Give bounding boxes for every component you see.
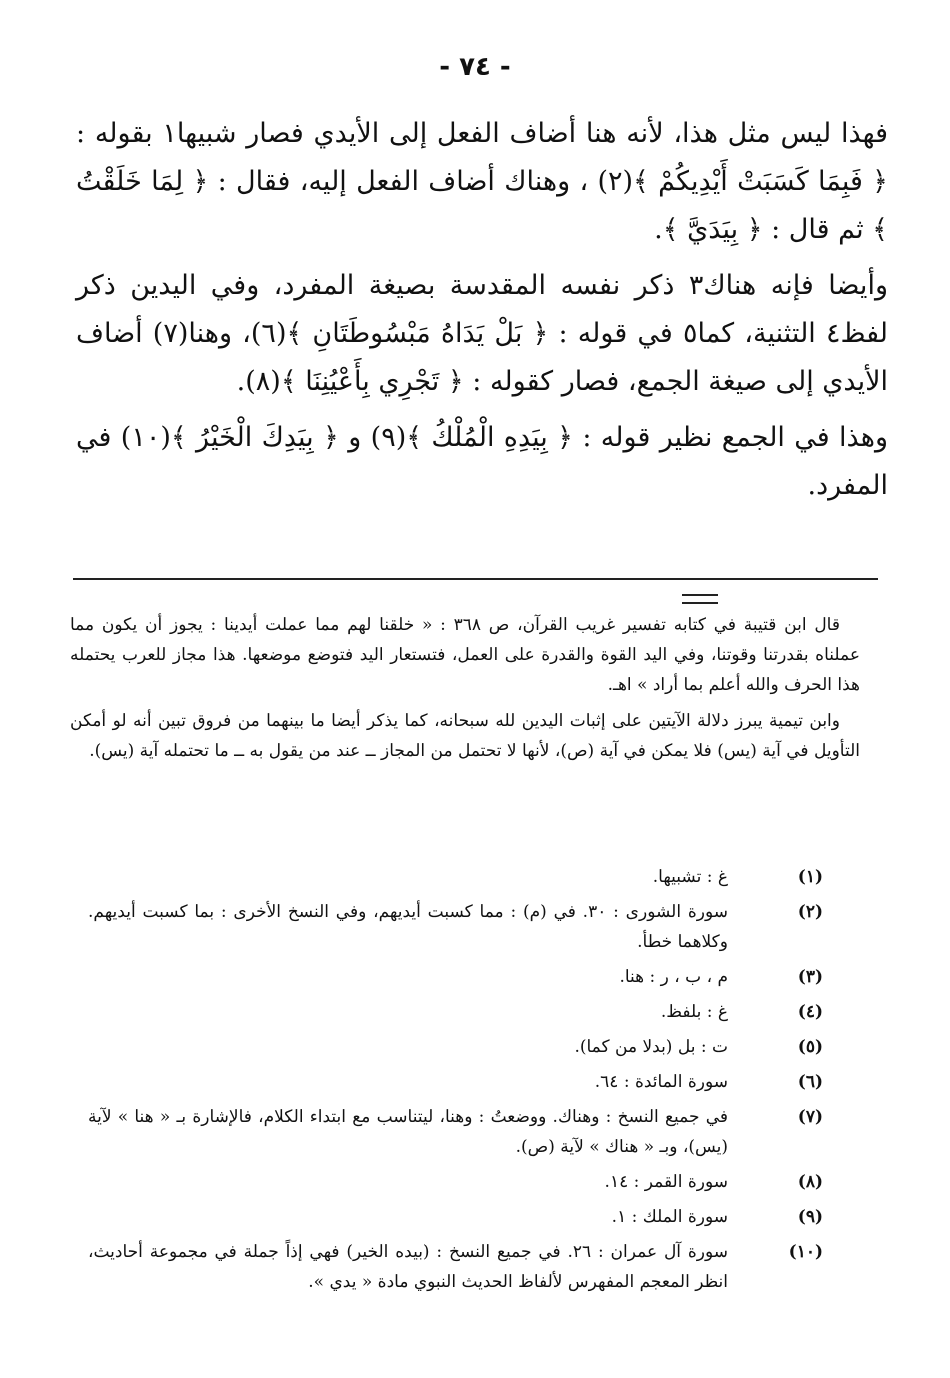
footnote-number: (١) [797,867,823,887]
footnote-number: (٢) [797,902,823,922]
footnote-item [88,1102,823,1162]
footnote-number: (٣) [797,967,823,987]
editor-notes [70,610,860,772]
main-paragraph-1: فهذا ليس مثل هذا، لأنه هنا أضاف الفعل إلى الأيدي فصار شبيها١ بقوله : ﴿ فَبِمَا كَسَبَتْ أَيْدِيكُمْ ﴾(٢) ، وهناك أضاف الفعل إليه، فقال : ﴿ لِمَا خَلَقْتُ ﴾ ثم قال : ﴿ بِيَدَيَّ ﴾. [76,118,888,245]
footnote-item [88,1067,823,1097]
footnote-text: سورة المائدة : ٦٤. [594,1072,728,1092]
footnote-text: غ : تشبيها. [652,867,728,887]
footnote-number: (٤) [797,1002,823,1022]
footnote-item [88,997,823,1027]
footnote-item [88,897,823,957]
footnote-number: (٧) [797,1107,823,1127]
page-number: - ٧٤ - [439,52,511,82]
footnote-text: غ : بلفظ. [660,1002,728,1022]
footnote-divider [73,578,878,580]
footnote-list [88,862,823,1302]
footnote-item [88,1202,823,1232]
footnote-text: سورة القمر : ١٤. [604,1172,728,1192]
footnote-text: سورة الشورى : ٣٠. في (م) : مما كسبت أيديهم، وفي النسخ الأخرى : بما كسبت أيديهم. وكلاهما خطأ. [88,902,728,952]
footnote-text: في جميع النسخ : وهناك. ووضعتُ : وهنا، ليتناسب مع ابتداء الكلام، فالإشارة بـ « هنا » لآية (يس)، وبـ « هناك » لآية (ص). [88,1107,728,1157]
footnote-item [88,1167,823,1197]
footnote-item [88,862,823,892]
footnote-number: (٥) [797,1037,823,1057]
editor-note-1: قال ابن قتيبة في كتابه تفسير غريب القرآن، ص ٣٦٨ : « خلقنا لهم مما عملت أيدينا : يجوز أن يكون مما عملناه بقدرتنا وقوتنا، وفي اليد القوة والقدرة على العمل، فتستعار اليد فتوضع موضعها. هذا مجاز للعرب يحتمله هذا الحرف والله أعلم بما أراد » اهـ. [70,615,860,695]
footnote-text: سورة الملك : ١. [611,1207,728,1227]
double-rule [682,594,718,604]
footnote-number: (٦) [797,1072,823,1092]
footnote-item [88,1237,823,1297]
footnote-item [88,1032,823,1062]
footnote-item [88,962,823,992]
editor-note-2: وابن تيمية يبرز دلالة الآيتين على إثبات اليدين لله سبحانه، كما يذكر أيضا ما بينهما من فروق تبين أنه لو أمكن التأويل في آية (يس) فلا يمكن في آية (ص)، لأنها لا تحتمل من المجاز ــ عند من يقول به ــ ما تحتمله آية (يس). [70,711,860,761]
footnote-text: م ، ب ، ر : هنا. [619,967,728,987]
main-paragraph-2: وأيضا فإنه هناك٣ ذكر نفسه المقدسة بصيغة المفرد، وفي اليدين ذكر لفظ٤ التثنية، كما٥ في قوله : ﴿ بَلْ يَدَاهُ مَبْسُوطَتَانِ ﴾(٦)، وهنا(٧) أضاف الأيدي إلى صيغة الجمع، فصار كقوله : ﴿ تَجْرِي بِأَعْيُنِنَا ﴾(٨). [76,270,888,397]
footnote-text: سورة آل عمران : ٢٦. في جميع النسخ : (بيده الخير) فهي إذاً جملة في مجموعة أحاديث، انظر المعجم المفهرس لألفاظ الحديث النبوي مادة « يدي ». [88,1242,728,1292]
footnote-number: (٩) [797,1207,823,1227]
footnote-number: (٨) [797,1172,823,1192]
main-text [76,110,888,518]
footnote-number: (١٠) [788,1242,823,1262]
footnote-text: ت : بل (بدلا من كما). [574,1037,728,1057]
main-paragraph-3: وهذا في الجمع نظير قوله : ﴿ بِيَدِهِ الْمُلْكُ ﴾(٩) و ﴿ بِيَدِكَ الْخَيْرُ ﴾(١٠) في المفرد. [76,422,889,501]
